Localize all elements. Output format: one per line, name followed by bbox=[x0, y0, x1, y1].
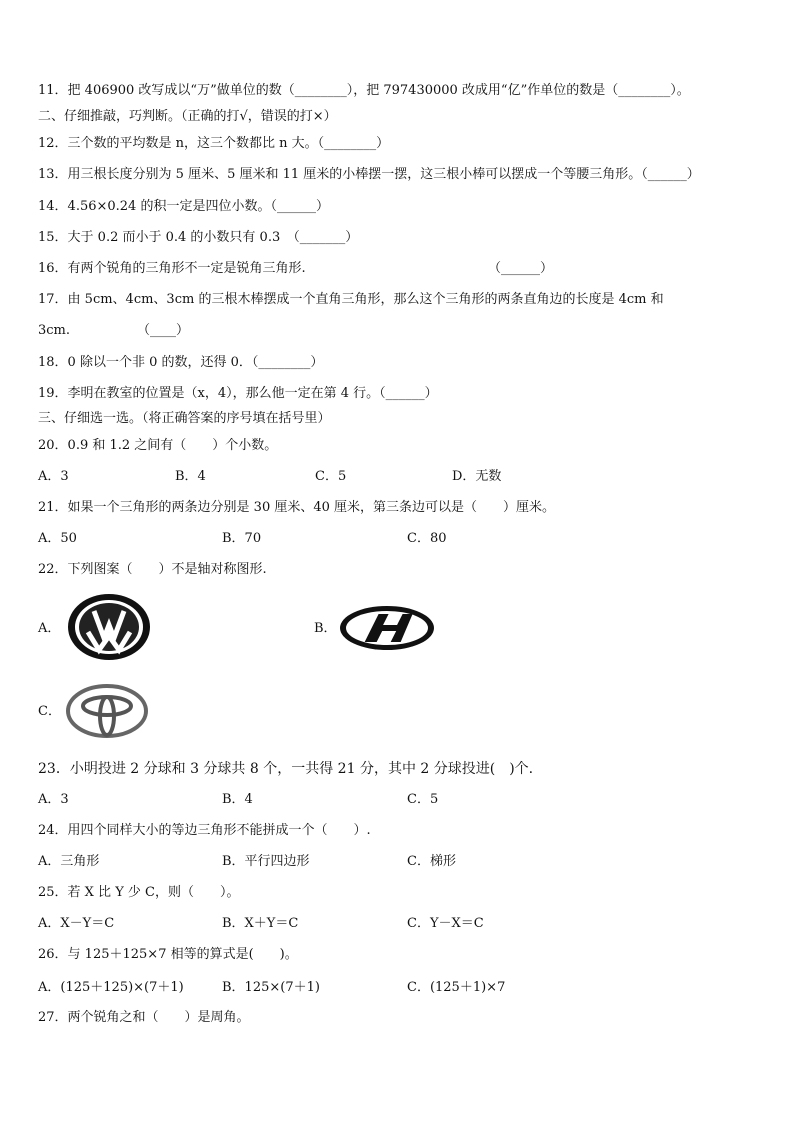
question-26-option-c: C．(125＋1)×7 bbox=[407, 980, 506, 995]
question-23-option-a: A．3 bbox=[38, 792, 69, 807]
question-20-option-a: A．3 bbox=[38, 469, 69, 484]
question-11: 11．把 406900 改写成以“万”做单位的数（________），把 797430000 改成用“亿”作单位的数是（________）。 bbox=[38, 83, 690, 98]
question-14: 14．4.56×0.24 的积一定是四位小数。（______） bbox=[38, 199, 329, 214]
question-25-option-c: C．Y－X＝C bbox=[407, 916, 484, 931]
question-13: 13．用三根长度分别为 5 厘米、5 厘米和 11 厘米的小棒摆一摆，这三根小棒可以摆成一个等腰三角形。（______） bbox=[38, 167, 700, 182]
question-23-option-b: B．4 bbox=[222, 792, 253, 807]
question-17-line-2: 3cm. bbox=[38, 323, 71, 338]
question-17-blank: （____） bbox=[137, 323, 190, 338]
question-25-option-b: B．X＋Y＝C bbox=[222, 916, 299, 931]
question-22-option-a: A． bbox=[38, 621, 61, 636]
question-24-option-a: A．三角形 bbox=[38, 854, 100, 869]
question-16-blank: （______） bbox=[488, 261, 554, 276]
question-22: 22．下列图案（ ）不是轴对称图形. bbox=[38, 562, 267, 577]
question-23: 23．小明投进 2 分球和 3 分球共 8 个，一共得 21 分，其中 2 分球投进( )个. bbox=[38, 761, 534, 777]
section-3-heading: 三、仔细选一选。（将正确答案的序号填在括号里） bbox=[38, 411, 331, 426]
question-21-option-b: B．70 bbox=[222, 531, 262, 546]
question-25-option-a: A．X－Y＝C bbox=[38, 916, 115, 931]
question-12: 12．三个数的平均数是 n，这三个数都比 n 大。（________） bbox=[38, 136, 390, 151]
question-19: 19．李明在教室的位置是（x，4），那么他一定在第 4 行。（______） bbox=[38, 386, 438, 401]
question-18: 18．0 除以一个非 0 的数，还得 0．（________） bbox=[38, 355, 324, 370]
question-24-option-c: C．梯形 bbox=[407, 854, 456, 869]
question-27: 27．两个锐角之和（ ）是周角。 bbox=[38, 1010, 250, 1025]
toyota-logo bbox=[66, 684, 148, 742]
question-22-option-b: B． bbox=[314, 621, 337, 636]
question-24-option-b: B．平行四边形 bbox=[222, 854, 310, 869]
question-16: 16．有两个锐角的三角形不一定是锐角三角形. bbox=[38, 261, 306, 276]
question-17-line-1: 17．由 5cm、4cm、3cm 的三根木棒摆成一个直角三角形，那么这个三角形的两条直角边的长度是 4cm 和 bbox=[38, 292, 664, 307]
question-23-option-c: C．5 bbox=[407, 792, 439, 807]
question-26: 26．与 125＋125×7 相等的算式是( )。 bbox=[38, 947, 298, 962]
question-26-option-a: A．(125＋125)×(7＋1) bbox=[38, 980, 184, 995]
question-21: 21．如果一个三角形的两条边分别是 30 厘米、40 厘米，第三条边可以是（ ）厘米。 bbox=[38, 500, 556, 515]
section-2-heading: 二、仔细推敲，巧判断。（正确的打√，错误的打×） bbox=[38, 109, 337, 124]
question-21-option-a: A．50 bbox=[38, 531, 77, 546]
question-20-option-b: B．4 bbox=[175, 469, 206, 484]
hyundai-logo bbox=[338, 604, 436, 656]
question-24: 24．用四个同样大小的等边三角形不能拼成一个（ ）. bbox=[38, 823, 371, 838]
question-20-option-c: C．5 bbox=[315, 469, 347, 484]
question-20: 20．0.9 和 1.2 之间有（ ）个小数。 bbox=[38, 438, 278, 453]
question-22-option-c: C． bbox=[38, 704, 61, 719]
question-26-option-b: B．125×(7＋1) bbox=[222, 980, 320, 995]
question-20-option-d: D．无数 bbox=[452, 469, 502, 484]
question-21-option-c: C．80 bbox=[407, 531, 447, 546]
question-25: 25．若 X 比 Y 少 C，则（ ）。 bbox=[38, 885, 240, 900]
question-15: 15．大于 0.2 而小于 0.4 的小数只有 0.3 （_______） bbox=[38, 230, 359, 245]
vw-logo bbox=[66, 592, 152, 666]
